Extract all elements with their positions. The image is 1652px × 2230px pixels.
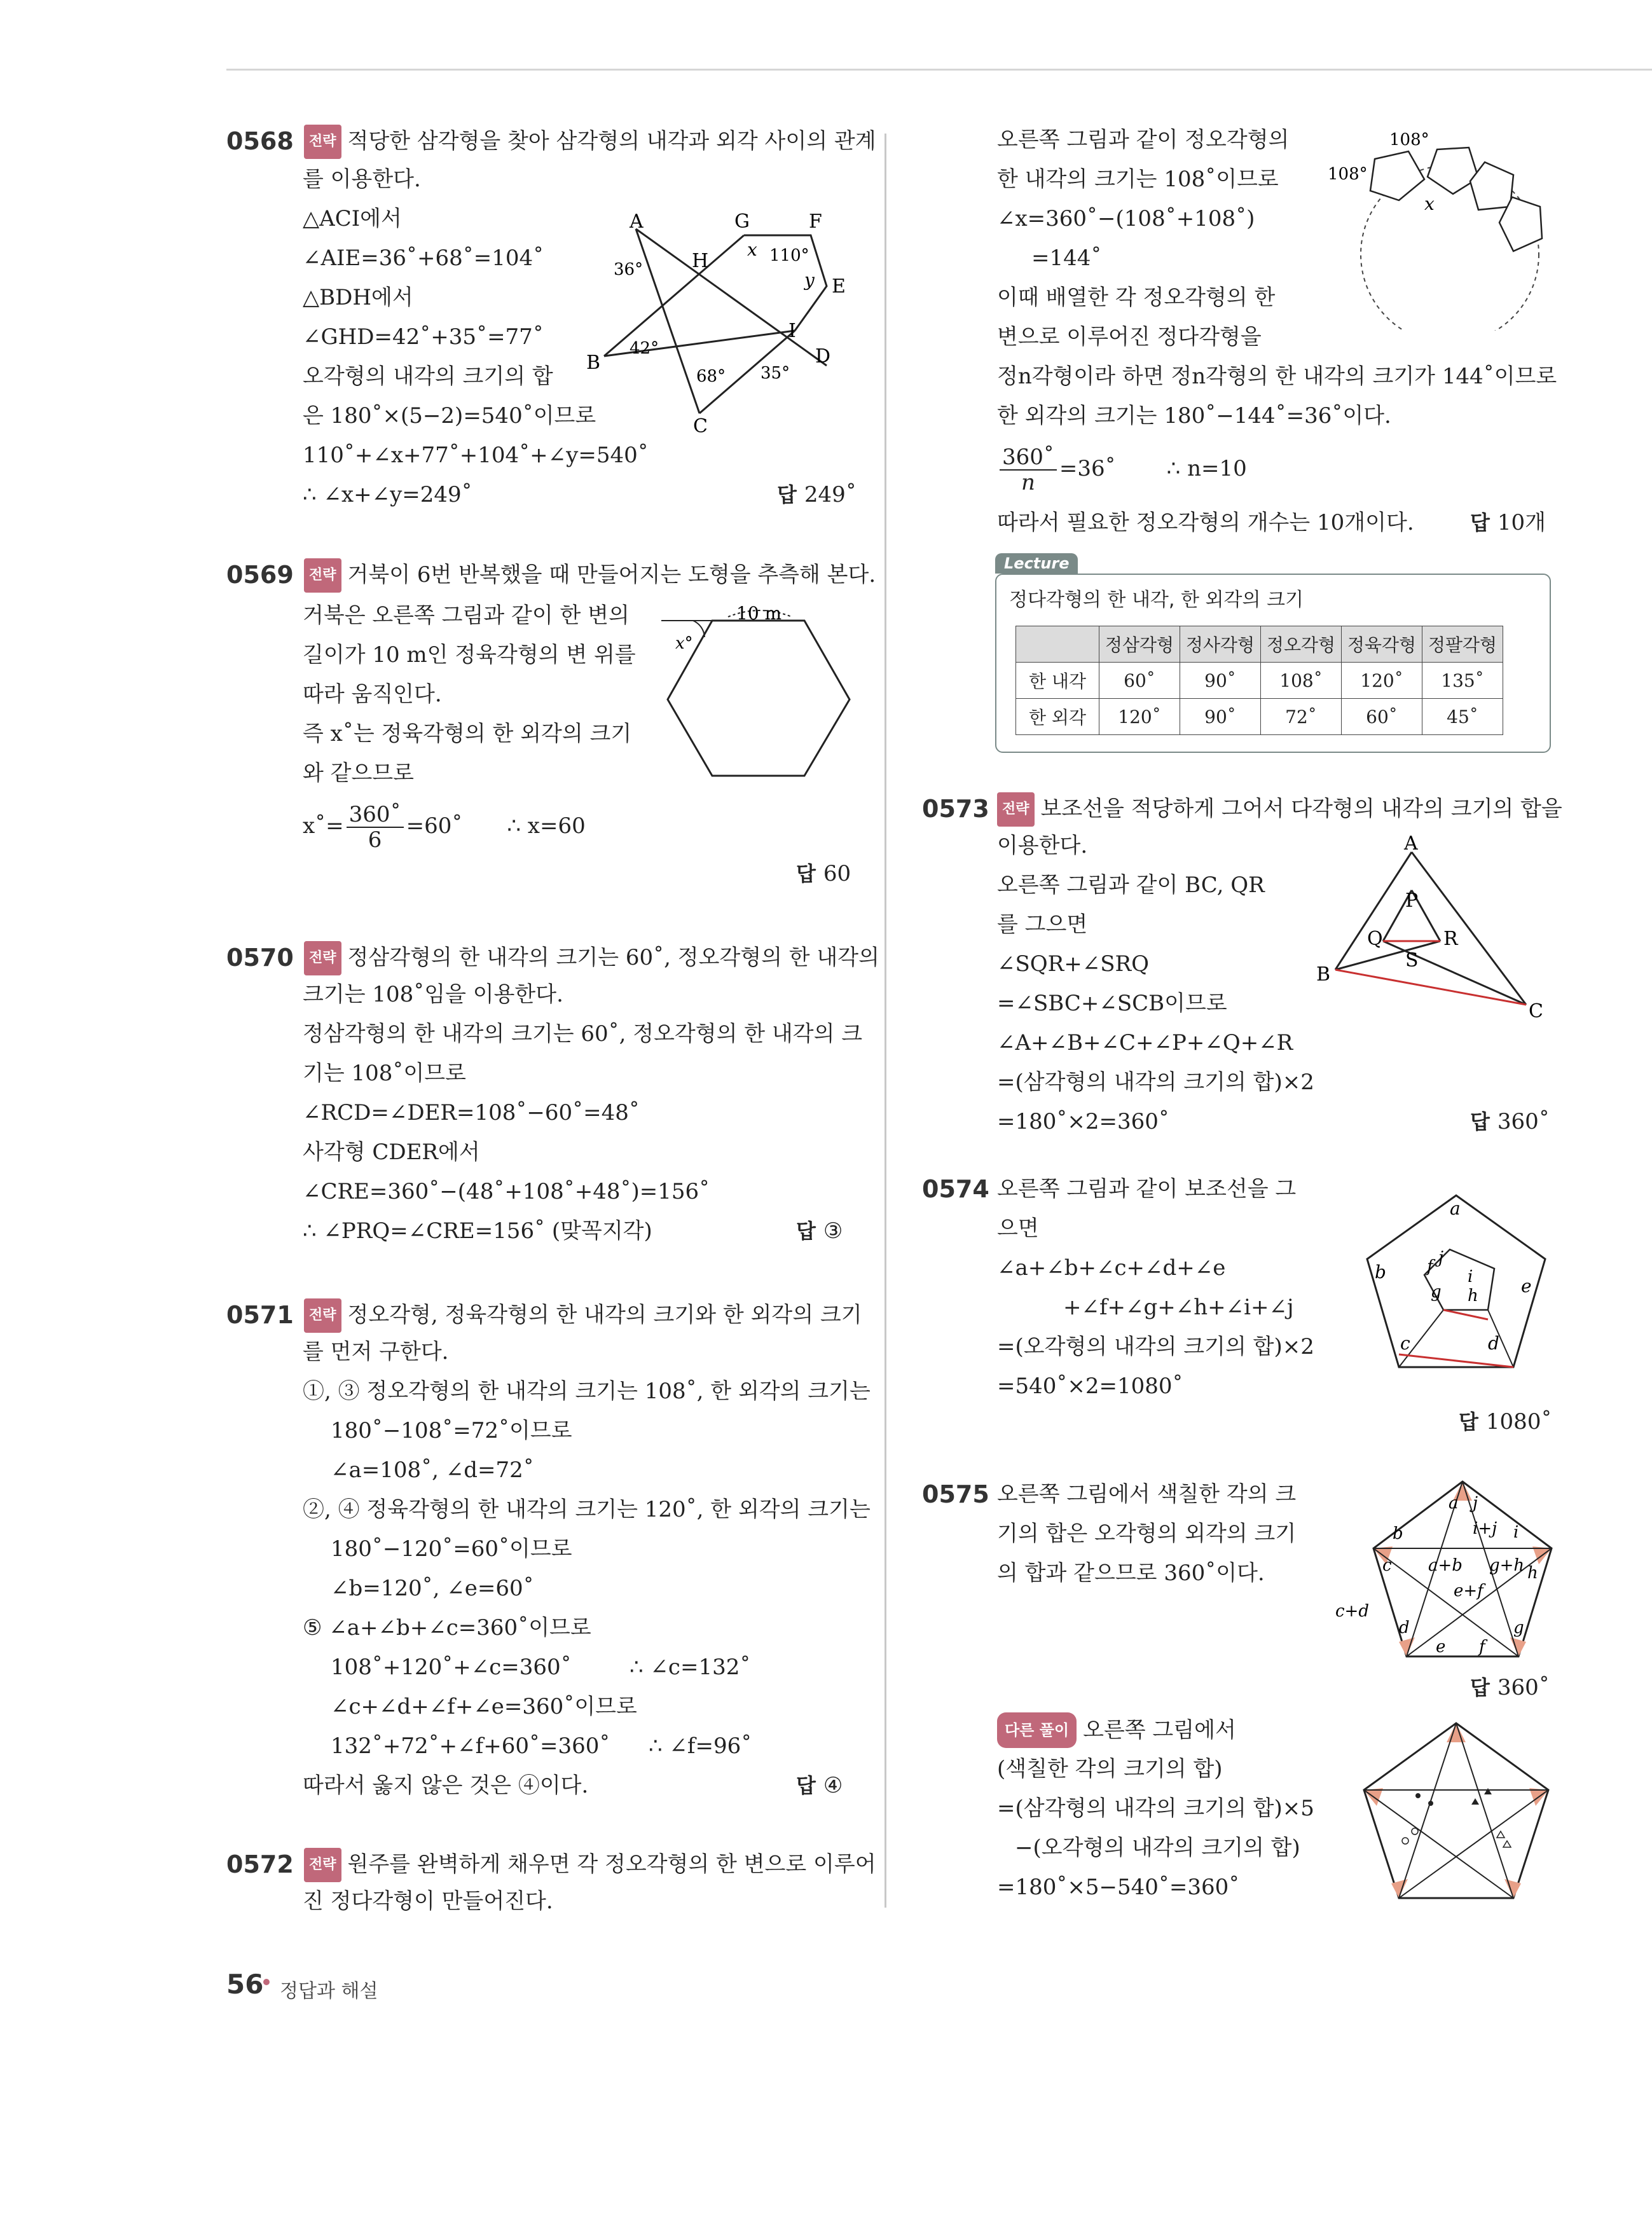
strategy-tag: 전략 xyxy=(304,1298,341,1333)
table-header xyxy=(1016,626,1099,663)
solution-line: 이때 배열한 각 정오각형의 한 xyxy=(997,285,1276,310)
label-H: H xyxy=(692,250,709,272)
label-e: e xyxy=(1521,1276,1532,1297)
page-number: 56 xyxy=(226,1969,264,2000)
triangle-figure-0573 xyxy=(1310,833,1552,1030)
lecture-box xyxy=(995,574,1551,753)
solution-line: 기는 108˚이므로 xyxy=(303,1061,466,1086)
solution-line: ∠c+∠d+∠f+∠e=360˚이므로 xyxy=(331,1694,637,1719)
problem-number-0574: 0574 xyxy=(922,1175,989,1203)
strategy-0572: 전략 원주를 완벽하게 채우면 각 정오각형의 한 변으로 이루어 xyxy=(304,1849,876,1885)
solution-line: ⑤ ∠a+∠b+∠c=360˚이므로 xyxy=(303,1615,591,1641)
answer-0569: 답 60 xyxy=(796,861,851,886)
strategy-tag: 전략 xyxy=(997,792,1035,827)
label-i: i xyxy=(1513,1523,1519,1542)
label-b: b xyxy=(1393,1524,1403,1543)
solution-line: 오른쪽 그림과 같이 BC, QR xyxy=(997,872,1265,898)
table-row: 한 내각 60˚ 90˚ 108˚ 120˚ 135˚ xyxy=(1016,663,1503,699)
solution-line: 즉 x˚는 정육각형의 한 외각의 크기 xyxy=(303,721,632,747)
solution-line: =180˚×5−540˚=360˚ xyxy=(997,1875,1240,1900)
alt-solution-tag: 다른 풀이 xyxy=(997,1712,1077,1748)
solution-line: 변으로 이루어진 정다각형을 xyxy=(997,324,1262,350)
solution-line: △BDH에서 xyxy=(303,285,413,310)
pentagon-figure-0574 xyxy=(1361,1183,1552,1405)
strategy-0569: 전략 거북이 6번 반복했을 때 만들어지는 도형을 추측해 본다. xyxy=(304,560,876,595)
solution-line: ∠A+∠B+∠C+∠P+∠Q+∠R xyxy=(997,1030,1293,1056)
strategy-0571: 전략 정오각형, 정육각형의 한 내각의 크기와 한 외각의 크기 xyxy=(304,1300,862,1335)
label-A: A xyxy=(630,210,644,233)
strategy-0568-cont: 를 이용한다. xyxy=(303,167,421,192)
side-label: 10 m xyxy=(736,603,782,624)
solution-line: ∴ ∠x+∠y=249˚ xyxy=(303,482,472,507)
solution-line: 오각형의 내각의 크기의 합 xyxy=(303,364,553,389)
label-a: a xyxy=(1450,1198,1461,1219)
solution-line: =540˚×2=1080˚ xyxy=(997,1373,1183,1399)
label-E: E xyxy=(832,275,846,298)
label-i: i xyxy=(1468,1267,1473,1286)
solution-line: 한 내각의 크기는 108˚이므로 xyxy=(997,167,1279,192)
footer-label: 정답과 해설 xyxy=(280,1980,378,2002)
label-P: P xyxy=(1405,890,1419,912)
label-b: b xyxy=(1375,1262,1386,1283)
solution-line: 오른쪽 그림과 같이 보조선을 그 xyxy=(997,1176,1297,1202)
footer-dot xyxy=(263,1979,270,1985)
table-header: 정팔각형 xyxy=(1422,626,1503,663)
strategy-tag: 전략 xyxy=(304,558,341,593)
solution-line: ∠a=108˚, ∠d=72˚ xyxy=(331,1457,534,1483)
equation-0569: x˚= $\frac{360˚}{6}$ =60˚ ∴ x=60 xyxy=(303,802,586,853)
label-c: c xyxy=(1382,1556,1392,1575)
solution-line: −(오각형의 내각의 크기의 합) xyxy=(1015,1835,1300,1861)
label-D: D xyxy=(815,345,831,368)
answer-0572: 답 10개 xyxy=(1470,510,1546,535)
label-d: d xyxy=(1488,1333,1499,1354)
strategy-tag: 전략 xyxy=(304,941,341,975)
problem-number-0570: 0570 xyxy=(226,944,294,972)
label-gh: g+h xyxy=(1489,1556,1525,1575)
label-g: g xyxy=(1431,1283,1442,1302)
solution-line: 132˚+72˚+∠f+60˚=360˚ xyxy=(331,1733,610,1759)
angle-label-108a: 108° xyxy=(1389,130,1429,149)
answer-0568: 답 249˚ xyxy=(777,482,857,507)
solution-line: 의 합과 같으므로 360˚이다. xyxy=(997,1560,1265,1586)
problem-number-0571: 0571 xyxy=(226,1301,294,1329)
answer-0575: 답 360˚ xyxy=(1470,1675,1550,1700)
solution-line: △ACI에서 xyxy=(303,206,402,231)
solution-line: 180˚−120˚=60˚이므로 xyxy=(331,1536,572,1562)
label-cd: c+d xyxy=(1335,1602,1369,1621)
solution-line: 길이가 10 m인 정육각형의 변 위를 xyxy=(303,642,636,668)
angle-42: 42° xyxy=(630,339,659,358)
solution-line: 와 같으므로 xyxy=(303,761,415,786)
lecture-title: 정다각형의 한 내각, 한 외각의 크기 xyxy=(1009,589,1304,611)
label-C: C xyxy=(1529,1000,1543,1022)
angle-68: 68° xyxy=(696,367,726,386)
solution-line: ∠GHD=42˚+35˚=77˚ xyxy=(303,324,544,350)
strategy-tag: 전략 xyxy=(304,125,341,159)
alt-solution-heading: 다른 풀이 오른쪽 그림에서 xyxy=(997,1714,1236,1750)
table-header: 정삼각형 xyxy=(1099,626,1180,663)
table-header: 정오각형 xyxy=(1261,626,1342,663)
solution-line: 를 그으면 xyxy=(997,912,1088,937)
label-y: y xyxy=(804,270,815,291)
label-ef: e+f xyxy=(1454,1581,1483,1600)
label-R: R xyxy=(1443,928,1458,950)
solution-line: (색칠한 각의 크기의 합) xyxy=(997,1756,1223,1782)
label-g: g xyxy=(1513,1618,1524,1637)
table-header: 정육각형 xyxy=(1342,626,1422,663)
solution-line: ∴ ∠c=132˚ xyxy=(630,1655,751,1680)
problem-number-0575: 0575 xyxy=(922,1480,989,1508)
lecture-tag: Lecture xyxy=(995,553,1078,574)
star-pentagon-figure-0575 xyxy=(1329,1475,1558,1666)
table-row: 한 외각 120˚ 90˚ 72˚ 60˚ 45˚ xyxy=(1016,699,1503,735)
strategy-0573: 전략 보조선을 적당하게 그어서 다각형의 내각의 크기의 합을 xyxy=(997,794,1562,829)
strategy-0571-cont: 를 먼저 구한다. xyxy=(303,1339,449,1365)
star-figure-0568 xyxy=(572,203,865,432)
solution-line: ∠CRE=360˚−(48˚+108˚+48˚)=156˚ xyxy=(303,1179,710,1204)
solution-line: =(삼각형의 내각의 크기의 합)×2 xyxy=(997,1070,1314,1095)
label-h: h xyxy=(1527,1564,1538,1583)
solution-line: ∠AIE=36˚+68˚=104˚ xyxy=(303,245,544,271)
table-header: 정사각형 xyxy=(1180,626,1261,663)
solution-line: 오른쪽 그림에서 색칠한 각의 크 xyxy=(997,1482,1297,1507)
solution-line: 따라서 필요한 정오각형의 개수는 10개이다. xyxy=(997,510,1414,535)
strategy-0572-cont: 진 정다각형이 만들어진다. xyxy=(303,1889,553,1914)
solution-line: =∠SBC+∠SCB이므로 xyxy=(997,991,1227,1016)
solution-line: ①, ③ 정오각형의 한 내각의 크기는 108˚, 한 외각의 크기는 xyxy=(303,1379,871,1404)
solution-line: =(삼각형의 내각의 크기의 합)×5 xyxy=(997,1796,1314,1821)
label-G: G xyxy=(734,210,750,233)
answer-0570: 답 ③ xyxy=(796,1218,843,1244)
solution-line: ∴ ∠PRQ=∠CRE=156˚ (맞꼭지각) xyxy=(303,1218,652,1244)
label-a: a xyxy=(1449,1494,1459,1513)
angle-x-label: x° xyxy=(675,634,693,653)
angle-label-108b: 108° xyxy=(1328,165,1368,184)
label-Q: Q xyxy=(1367,928,1383,950)
label-d: d xyxy=(1399,1618,1410,1637)
solution-line: ∠SQR+∠SRQ xyxy=(997,951,1149,977)
label-F: F xyxy=(809,210,822,233)
solution-line: 으면 xyxy=(997,1216,1039,1241)
label-j: j xyxy=(1473,1494,1478,1513)
label-j: j xyxy=(1438,1248,1444,1267)
problem-number-0573: 0573 xyxy=(922,795,989,823)
label-e: e xyxy=(1436,1637,1446,1656)
solution-line: 108˚+120˚+∠c=360˚ xyxy=(331,1655,572,1680)
solution-line: =180˚×2=360˚ xyxy=(997,1109,1169,1134)
label-ab: a+b xyxy=(1428,1556,1463,1575)
label-B: B xyxy=(1316,963,1331,986)
angle-35: 35° xyxy=(761,364,790,383)
label-C: C xyxy=(693,415,708,432)
solution-line: =144˚ xyxy=(1031,245,1102,271)
solution-line: 사각형 CDER에서 xyxy=(303,1139,480,1165)
solution-line: 180˚−108˚=72˚이므로 xyxy=(331,1418,572,1443)
answer-0573: 답 360˚ xyxy=(1470,1109,1550,1134)
label-h: h xyxy=(1468,1286,1478,1305)
label-f: f xyxy=(1479,1637,1485,1656)
pentagons-circle-figure xyxy=(1323,127,1552,331)
label-A: A xyxy=(1404,833,1418,855)
solution-line: ②, ④ 정육각형의 한 내각의 크기는 120˚, 한 외각의 크기는 xyxy=(303,1497,871,1522)
label-x: x xyxy=(747,239,757,260)
hexagon-figure-0569 xyxy=(655,598,871,782)
label-x: x xyxy=(1424,193,1435,214)
top-rule xyxy=(226,69,1652,71)
problem-number-0568: 0568 xyxy=(226,127,294,155)
solution-line: 정n각형이라 하면 정n각형의 한 내각의 크기가 144˚이므로 xyxy=(997,364,1557,389)
label-f: f xyxy=(1427,1257,1433,1276)
solution-line: =(오각형의 내각의 크기의 합)×2 xyxy=(997,1334,1314,1359)
solution-line: ∠b=120˚, ∠e=60˚ xyxy=(331,1576,534,1601)
strategy-0573-cont: 이용한다. xyxy=(997,833,1088,858)
solution-line: ∠a+∠b+∠c+∠d+∠e xyxy=(997,1255,1226,1281)
answer-0571: 답 ④ xyxy=(796,1773,843,1798)
solution-line: ∠x=360˚−(108˚+108˚) xyxy=(997,206,1255,231)
solution-line: 거북은 오른쪽 그림과 같이 한 변의 xyxy=(303,603,630,628)
solution-line: +∠f+∠g+∠h+∠i+∠j xyxy=(1063,1295,1294,1320)
alt-star-figure-0575 xyxy=(1354,1717,1558,1908)
solution-line: 한 외각의 크기는 180˚−144˚=36˚이다. xyxy=(997,403,1391,429)
equation-0572: $\frac{360˚}{n}$ =36˚ ∴ n=10 xyxy=(997,445,1247,495)
solution-line: ∠RCD=∠DER=108˚−60˚=48˚ xyxy=(303,1100,640,1125)
solution-line: 은 180˚×(5−2)=540˚이므로 xyxy=(303,403,596,429)
solution-line: 정삼각형의 한 내각의 크기는 60˚, 정오각형의 한 내각의 크 xyxy=(303,1021,863,1047)
column-divider xyxy=(885,134,886,1908)
solution-line: 110˚+∠x+77˚+104˚+∠y=540˚ xyxy=(303,443,649,468)
solution-line: ∴ ∠f=96˚ xyxy=(649,1733,752,1759)
label-I: I xyxy=(788,320,796,342)
angle-table xyxy=(1015,626,1503,735)
solution-line: 따라서 옳지 않은 것은 ④이다. xyxy=(303,1773,589,1798)
problem-number-0569: 0569 xyxy=(226,561,294,589)
answer-0574: 답 1080˚ xyxy=(1459,1409,1552,1435)
solution-line: 오른쪽 그림과 같이 정오각형의 xyxy=(997,127,1290,153)
solution-line: 따라 움직인다. xyxy=(303,682,442,707)
label-S: S xyxy=(1405,949,1419,972)
solution-line: 기의 합은 오각형의 외각의 크기 xyxy=(997,1521,1297,1546)
label-ij: i+j xyxy=(1473,1519,1497,1538)
strategy-0570-cont: 크기는 108˚임을 이용한다. xyxy=(303,982,563,1007)
strategy-0568: 전략 적당한 삼각형을 찾아 삼각형의 내각과 외각 사이의 관계 xyxy=(304,126,876,162)
label-B: B xyxy=(586,352,601,374)
strategy-tag: 전략 xyxy=(304,1848,341,1882)
problem-number-0572: 0572 xyxy=(226,1850,294,1878)
label-c: c xyxy=(1400,1333,1410,1354)
angle-110: 110° xyxy=(769,246,809,265)
angle-36: 36° xyxy=(614,260,644,279)
strategy-0570: 전략 정삼각형의 한 내각의 크기는 60˚, 정오각형의 한 내각의 xyxy=(304,942,879,978)
